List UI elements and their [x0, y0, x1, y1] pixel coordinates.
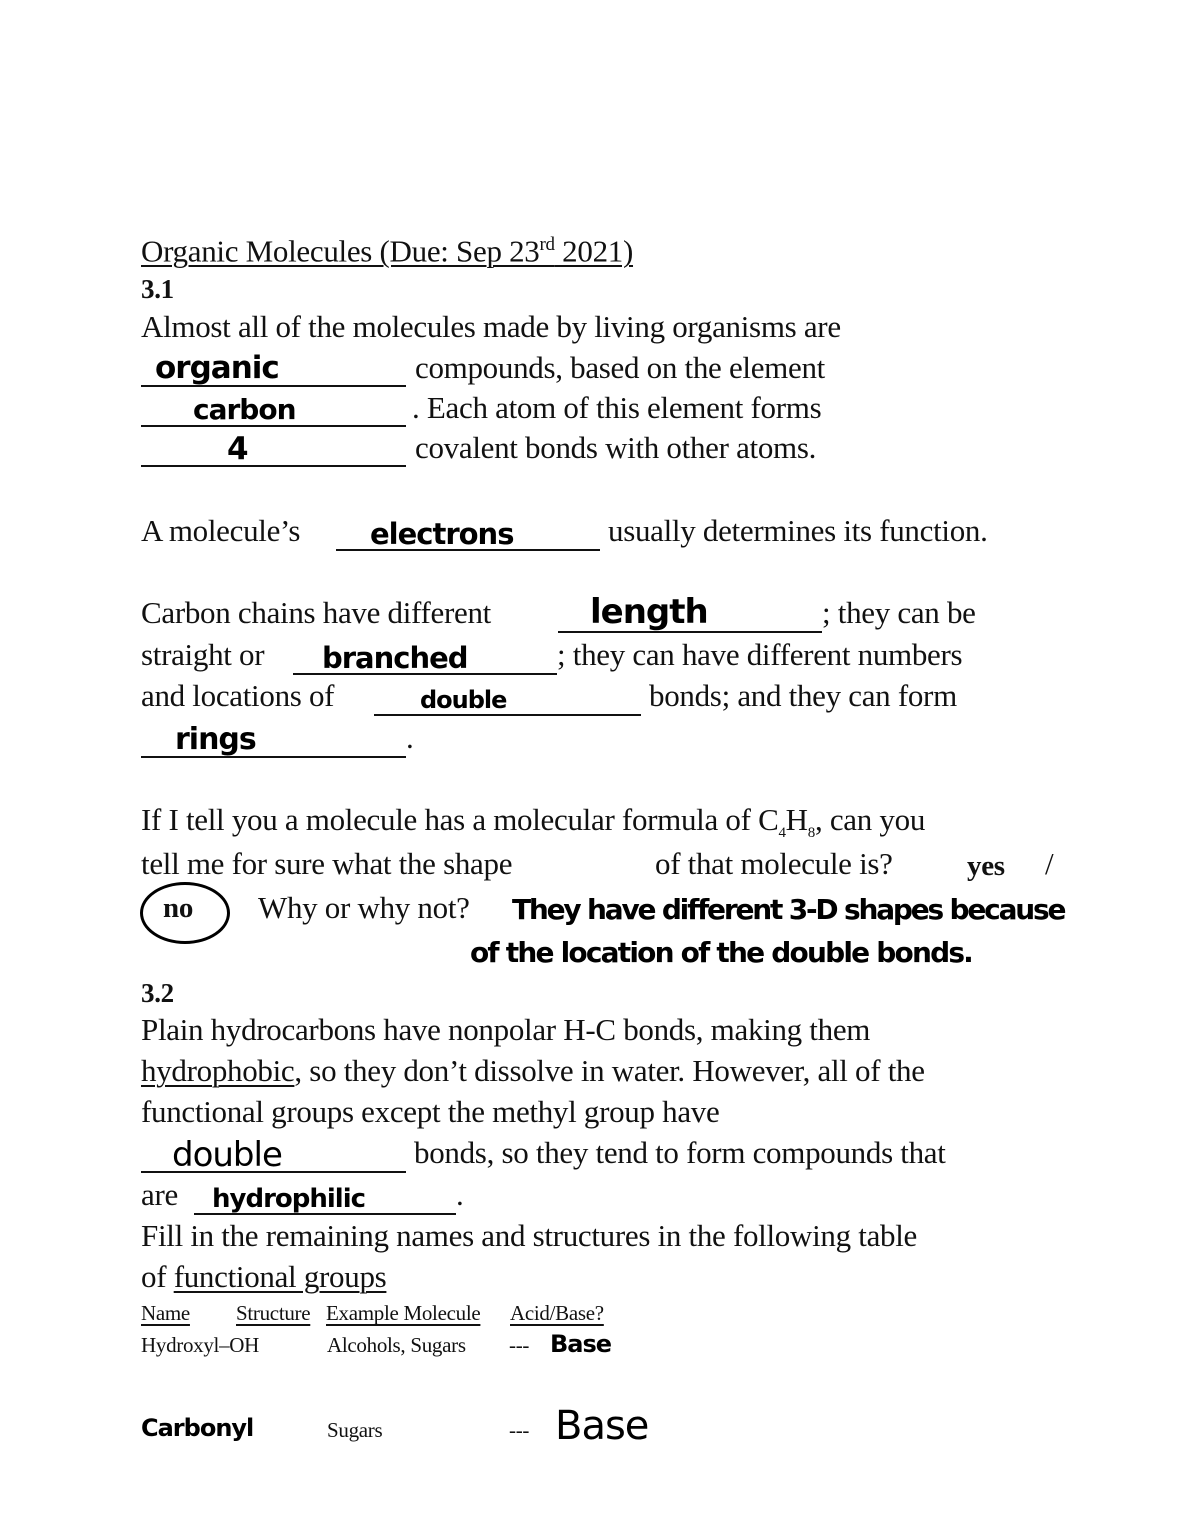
q3-line2-start: straight or	[141, 637, 265, 672]
answer-four: 4	[227, 431, 248, 467]
answer-branched: branched	[322, 641, 468, 675]
option-no[interactable]: no	[163, 892, 194, 924]
option-slash: /	[1045, 846, 1054, 881]
q2-start: A molecule’s	[141, 513, 301, 548]
section-heading-3-2: 3.2	[141, 978, 174, 1008]
q3-line3-end: bonds; and they can form	[649, 678, 957, 713]
option-yes[interactable]: yes	[967, 850, 1005, 882]
s2-line2-text: , so they don’t dissolve in water. However, all of the	[294, 1053, 925, 1088]
page-title	[141, 227, 633, 269]
row2-example: Sugars	[327, 1418, 383, 1442]
q3-period: .	[406, 720, 414, 755]
term-functional-groups: functional groups	[173, 1259, 387, 1294]
row2-dash: ---	[509, 1418, 530, 1442]
formula-h: H	[785, 802, 808, 837]
answer-length: length	[590, 592, 708, 632]
q3-line3-start: and locations of	[141, 678, 335, 713]
s2-line5-start: are	[141, 1177, 178, 1212]
term-hydrophobic: hydrophobic	[141, 1053, 295, 1088]
row2-name: Carbonyl	[141, 1414, 254, 1442]
q4-line1	[141, 802, 925, 851]
s2-line7-start: of	[141, 1259, 167, 1294]
q4-text: If I tell you a molecule has a molecular formula of C	[141, 802, 779, 837]
s2-line7	[141, 1259, 386, 1295]
section-heading-3-1: 3.1	[141, 274, 174, 304]
q2-end: usually determines its function.	[608, 513, 988, 548]
s2-line6: Fill in the remaining names and structures in the following table	[141, 1218, 917, 1253]
title-tail: 2021)	[554, 233, 634, 269]
answer-why-line2: of the location of the double bonds.	[470, 936, 973, 969]
blank-double[interactable]	[374, 714, 641, 716]
q3-line1-end: ; they can be	[822, 595, 976, 630]
answer-double-bonds: double	[172, 1135, 282, 1175]
answer-hydrophilic: hydrophilic	[212, 1184, 366, 1214]
q4-why: Why or why not?	[258, 890, 470, 925]
blank-four[interactable]	[141, 465, 406, 467]
title-text: Organic Molecules (Due: Sep 23	[141, 233, 540, 269]
row1-example: Alcohols, Sugars	[327, 1333, 466, 1357]
row2-answer: Base	[555, 1403, 649, 1449]
q4-line2-start: tell me for sure what the shape	[141, 846, 513, 881]
s2-line2	[141, 1053, 925, 1089]
q1-line3: . Each atom of this element forms	[412, 390, 822, 425]
s2-line3: functional groups except the methyl group have	[141, 1094, 720, 1129]
answer-rings: rings	[175, 722, 256, 757]
q1-line4: covalent bonds with other atoms.	[415, 430, 817, 465]
q1-intro: Almost all of the molecules made by living organisms are	[141, 309, 841, 344]
formula-subscript-c: 4	[778, 825, 786, 842]
s2-line5-end: .	[456, 1177, 464, 1212]
formula-subscript-h: 8	[807, 825, 815, 842]
s2-line1: Plain hydrocarbons have nonpolar H-C bonds, making them	[141, 1012, 871, 1047]
row1-answer: Base	[550, 1330, 612, 1358]
q3-line1-start: Carbon chains have different	[141, 595, 491, 630]
answer-electrons: electrons	[370, 517, 514, 551]
s2-line4: bonds, so they tend to form compounds that	[414, 1135, 946, 1170]
table-header-name: Name	[141, 1301, 190, 1325]
q1-line2: compounds, based on the element	[415, 350, 825, 385]
table-header-acid-base: Acid/Base?	[510, 1301, 604, 1325]
q4-line2-end: of that molecule is?	[655, 846, 893, 881]
answer-organic: organic	[155, 350, 279, 386]
row1-name-text: Hydroxyl	[141, 1333, 220, 1357]
q3-line2-end: ; they can have different numbers	[557, 637, 963, 672]
answer-why-line1: They have different 3-D shapes because	[512, 893, 1065, 926]
row1-dash: ---	[509, 1333, 530, 1357]
row1-structure: –OH	[219, 1333, 260, 1357]
q4-text-end: , can you	[814, 802, 926, 837]
answer-carbon: carbon	[193, 393, 296, 426]
row1-name	[141, 1332, 259, 1358]
answer-double: double	[420, 686, 507, 714]
table-header-example: Example Molecule	[326, 1301, 481, 1325]
title-superscript: rd	[539, 234, 555, 255]
table-header-structure: Structure	[236, 1301, 311, 1325]
